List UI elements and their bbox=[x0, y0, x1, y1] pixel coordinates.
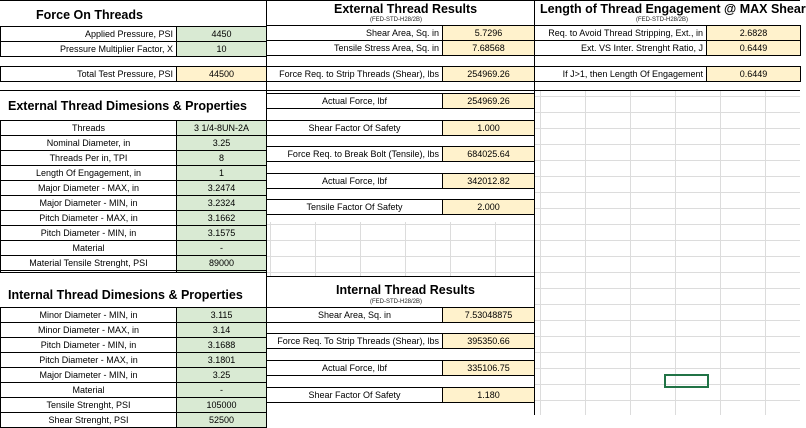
cell-label[interactable]: Force Req. to Strip Threads (Shear), lbs bbox=[267, 67, 443, 82]
table-row bbox=[1, 166, 267, 181]
length-title: Length of Thread Engagement @ MAX Shear bbox=[540, 2, 806, 16]
table-row bbox=[1, 67, 267, 82]
cell-label[interactable]: Shear Factor Of Safety bbox=[267, 121, 443, 136]
cell-input[interactable]: 3.115 bbox=[177, 308, 267, 323]
cell-label[interactable]: If J>1, then Length Of Engagement bbox=[535, 67, 707, 82]
cell-input[interactable]: 3.1662 bbox=[177, 211, 267, 226]
ext-props-title: External Thread Dimesions & Properties bbox=[8, 99, 247, 113]
cell-result[interactable]: 7.53048875 bbox=[443, 308, 535, 323]
int-props-table bbox=[0, 307, 267, 428]
ext-results-standard: (FED-STD-H28/2B) bbox=[370, 17, 423, 23]
table-row bbox=[1, 413, 267, 428]
cell-label[interactable]: Req. to Avoid Thread Stripping, Ext., in bbox=[535, 26, 707, 41]
cell-input[interactable]: 3.1801 bbox=[177, 353, 267, 368]
section-divider bbox=[266, 276, 534, 277]
table-row bbox=[267, 200, 535, 215]
length-standard: (FED-STD-H28/2B) bbox=[636, 17, 689, 23]
table-row bbox=[1, 136, 267, 151]
cell-label[interactable]: Tensile Strenght, PSI bbox=[1, 398, 177, 413]
int-results-standard: (FED-STD-H28/2B) bbox=[370, 299, 423, 305]
cell-label[interactable]: Actual Force, lbf bbox=[267, 94, 443, 109]
table-row bbox=[1, 256, 267, 271]
ext-results-actual-force-2 bbox=[266, 173, 535, 189]
cell-label[interactable]: Threads Per in, TPI bbox=[1, 151, 177, 166]
cell-input[interactable]: 3.25 bbox=[177, 136, 267, 151]
table-row bbox=[1, 181, 267, 196]
cell-label[interactable]: Material bbox=[1, 383, 177, 398]
cell-input[interactable]: - bbox=[177, 241, 267, 256]
ext-results-title: External Thread Results bbox=[334, 2, 478, 16]
ext-results-tensile-fos bbox=[266, 199, 535, 215]
cell-label[interactable]: Tensile Stress Area, Sq. in bbox=[267, 41, 443, 56]
cell-label[interactable]: Pitch Diameter - MAX, in bbox=[1, 211, 177, 226]
table-row bbox=[1, 398, 267, 413]
table-row bbox=[1, 241, 267, 256]
ext-results-table-2 bbox=[266, 66, 535, 82]
table-row bbox=[267, 334, 535, 349]
cell-result[interactable]: 44500 bbox=[177, 67, 267, 82]
cell-label[interactable]: Major Diameter - MAX, in bbox=[1, 181, 177, 196]
cell-result[interactable]: 684025.64 bbox=[443, 147, 535, 162]
cell-label[interactable]: Minor Diameter - MIN, in bbox=[1, 308, 177, 323]
table-row bbox=[1, 196, 267, 211]
table-row bbox=[1, 338, 267, 353]
table-row bbox=[1, 308, 267, 323]
cell-input[interactable]: 4450 bbox=[177, 27, 267, 42]
table-row bbox=[267, 174, 535, 189]
table-row bbox=[1, 368, 267, 383]
force-table bbox=[0, 26, 267, 57]
cell-label[interactable]: Tensile Factor Of Safety bbox=[267, 200, 443, 215]
ext-results-table bbox=[266, 25, 535, 56]
cell-label[interactable]: Nominal Diameter, in bbox=[1, 136, 177, 151]
total-pressure-table bbox=[0, 66, 267, 82]
cell-result[interactable]: 395350.66 bbox=[443, 334, 535, 349]
table-row bbox=[1, 211, 267, 226]
cell-result[interactable]: 7.68568 bbox=[443, 41, 535, 56]
ext-props-table bbox=[0, 120, 267, 286]
cell-label[interactable]: Major Diameter - MIN, in bbox=[1, 368, 177, 383]
cell-result[interactable]: 335106.75 bbox=[443, 361, 535, 376]
cell-label[interactable]: Length Of Engagement, in bbox=[1, 166, 177, 181]
cell-result[interactable]: 0.6449 bbox=[707, 41, 801, 56]
table-row bbox=[535, 26, 801, 41]
cell-result[interactable]: 0.6449 bbox=[707, 67, 801, 82]
cell-label[interactable]: Force Req. To Strip Threads (Shear), lbs bbox=[267, 334, 443, 349]
section-divider bbox=[0, 0, 800, 1]
table-row bbox=[1, 226, 267, 241]
table-row bbox=[267, 94, 535, 109]
cell-label[interactable]: Actual Force, lbf bbox=[267, 174, 443, 189]
cell-result[interactable]: 254969.26 bbox=[443, 67, 535, 82]
cell-input[interactable]: 3.2324 bbox=[177, 196, 267, 211]
cell-label[interactable]: Shear Strenght, PSI bbox=[1, 413, 177, 428]
cell-input[interactable]: 3.1688 bbox=[177, 338, 267, 353]
ext-results-tensile-force bbox=[266, 146, 535, 162]
selected-cell[interactable] bbox=[664, 374, 709, 388]
table-row bbox=[1, 353, 267, 368]
section-divider bbox=[534, 0, 535, 415]
cell-input[interactable]: 1 bbox=[177, 166, 267, 181]
int-results-title: Internal Thread Results bbox=[336, 283, 475, 297]
table-row bbox=[1, 121, 267, 136]
cell-label[interactable]: Pitch Diameter - MIN, in bbox=[1, 338, 177, 353]
cell-input[interactable]: 3.14 bbox=[177, 323, 267, 338]
length-table-2 bbox=[534, 66, 801, 82]
table-row bbox=[1, 323, 267, 338]
cell-result[interactable]: 254969.26 bbox=[443, 94, 535, 109]
table-row bbox=[1, 27, 267, 42]
table-row bbox=[267, 26, 535, 41]
cell-result[interactable]: 5.7296 bbox=[443, 26, 535, 41]
table-row bbox=[267, 67, 535, 82]
cell-label[interactable]: Force Req. to Break Bolt (Tensile), lbs bbox=[267, 147, 443, 162]
cell-label[interactable]: Material Tensile Strenght, PSI bbox=[1, 256, 177, 271]
cell-label[interactable]: Shear Area, Sq. in bbox=[267, 308, 443, 323]
int-results-actual-force bbox=[266, 360, 535, 376]
cell-input[interactable]: 105000 bbox=[177, 398, 267, 413]
cell-input[interactable]: 3 1/4-8UN-2A bbox=[177, 121, 267, 136]
table-row bbox=[535, 67, 801, 82]
int-results-table bbox=[266, 307, 535, 323]
cell-input[interactable]: - bbox=[177, 383, 267, 398]
section-divider bbox=[266, 0, 267, 415]
cell-label[interactable]: Total Test Pressure, PSI bbox=[1, 67, 177, 82]
table-row bbox=[267, 147, 535, 162]
cell-label[interactable]: Pitch Diameter - MIN, in bbox=[1, 226, 177, 241]
table-row bbox=[267, 41, 535, 56]
cell-input[interactable]: 3.1575 bbox=[177, 226, 267, 241]
cell-result[interactable]: 1.000 bbox=[443, 121, 535, 136]
table-row bbox=[1, 151, 267, 166]
table-row bbox=[267, 121, 535, 136]
int-results-strip-force bbox=[266, 333, 535, 349]
cell-input[interactable]: 10 bbox=[177, 42, 267, 57]
int-props-title: Internal Thread Dimesions & Properties bbox=[8, 288, 243, 302]
cell-result[interactable]: 342012.82 bbox=[443, 174, 535, 189]
cell-label[interactable]: Actual Force, lbf bbox=[267, 361, 443, 376]
cell-result[interactable]: 2.6828 bbox=[707, 26, 801, 41]
table-row bbox=[267, 308, 535, 323]
cell-label[interactable]: Pitch Diameter - MAX, in bbox=[1, 353, 177, 368]
cell-label[interactable]: Shear Area, Sq. in bbox=[267, 26, 443, 41]
cell-input[interactable]: 3.25 bbox=[177, 368, 267, 383]
cell-label[interactable]: Major Diameter - MIN, in bbox=[1, 196, 177, 211]
cell-label[interactable]: Shear Factor Of Safety bbox=[267, 388, 443, 403]
cell-label[interactable]: Material bbox=[1, 241, 177, 256]
cell-input[interactable]: 52500 bbox=[177, 413, 267, 428]
ext-results-shear-fos bbox=[266, 120, 535, 136]
cell-label[interactable]: Pressure Multiplier Factor, X bbox=[1, 42, 177, 57]
table-row bbox=[535, 41, 801, 56]
cell-label[interactable]: Ext. VS Inter. Strenght Ratio, J bbox=[535, 41, 707, 56]
cell-input[interactable]: 89000 bbox=[177, 256, 267, 271]
cell-label[interactable]: Minor Diameter - MAX, in bbox=[1, 323, 177, 338]
cell-label[interactable]: Applied Pressure, PSI bbox=[1, 27, 177, 42]
table-row bbox=[1, 42, 267, 57]
section-divider bbox=[0, 90, 800, 91]
cell-input[interactable]: 8 bbox=[177, 151, 267, 166]
table-row bbox=[1, 383, 267, 398]
table-row bbox=[267, 361, 535, 376]
length-table bbox=[534, 25, 801, 56]
ext-results-actual-force bbox=[266, 93, 535, 109]
cell-result[interactable]: 2.000 bbox=[443, 200, 535, 215]
cell-result[interactable]: 1.180 bbox=[443, 388, 535, 403]
table-row bbox=[267, 388, 535, 403]
cell-input[interactable]: 3.2474 bbox=[177, 181, 267, 196]
cell-label[interactable]: Threads bbox=[1, 121, 177, 136]
section-divider bbox=[0, 272, 266, 273]
int-results-shear-fos bbox=[266, 387, 535, 403]
force-title: Force On Threads bbox=[36, 8, 143, 22]
